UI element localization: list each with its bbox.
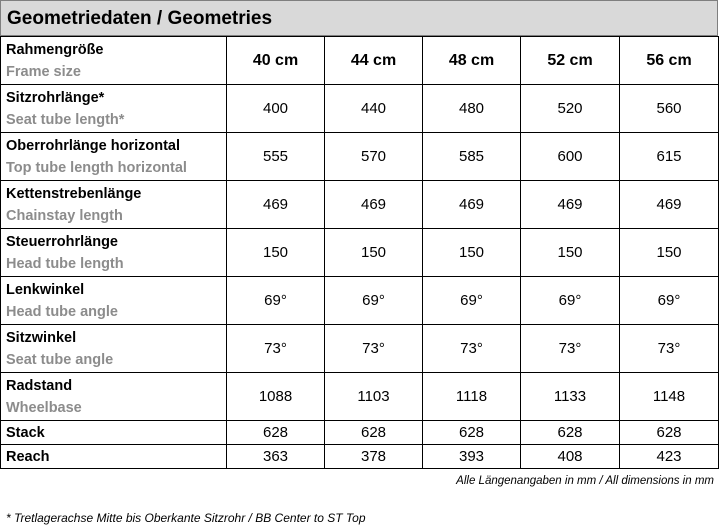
row-label-en: Seat tube length* bbox=[6, 111, 125, 128]
table-row bbox=[1, 325, 719, 373]
value-cell: 73° bbox=[423, 325, 521, 373]
value-cell: 1103 bbox=[325, 373, 423, 421]
value-cell: 378 bbox=[325, 445, 423, 469]
size-header: 40 cm bbox=[227, 37, 325, 85]
geometry-table bbox=[0, 36, 719, 469]
value-cell: 150 bbox=[521, 229, 620, 277]
value-cell: 69° bbox=[423, 277, 521, 325]
value-cell: 408 bbox=[521, 445, 620, 469]
size-header: 56 cm bbox=[620, 37, 719, 85]
seat-tube-footnote: * Tretlagerachse Mitte bis Oberkante Sitzrohr / BB Center to ST Top bbox=[6, 511, 366, 525]
row-label-de: Stack bbox=[6, 424, 45, 441]
value-cell: 150 bbox=[325, 229, 423, 277]
value-cell: 628 bbox=[325, 421, 423, 445]
row-label-en: Wheelbase bbox=[6, 399, 82, 416]
value-cell: 600 bbox=[521, 133, 620, 181]
table-row bbox=[1, 229, 719, 277]
size-header: 52 cm bbox=[521, 37, 620, 85]
value-cell: 628 bbox=[620, 421, 719, 445]
table-row bbox=[1, 277, 719, 325]
value-cell: 1133 bbox=[521, 373, 620, 421]
row-label bbox=[1, 181, 227, 229]
row-label-de: Oberrohrlänge horizontal bbox=[6, 137, 181, 154]
row-label-de: Steuerrohrlänge bbox=[6, 233, 118, 250]
value-cell: 440 bbox=[325, 85, 423, 133]
row-label-de: Kettenstrebenlänge bbox=[6, 185, 142, 202]
value-cell: 628 bbox=[423, 421, 521, 445]
table-title: Geometriedaten / Geometries bbox=[0, 0, 718, 36]
value-cell: 570 bbox=[325, 133, 423, 181]
row-label-de: Sitzwinkel bbox=[6, 329, 77, 346]
value-cell: 520 bbox=[521, 85, 620, 133]
table-row bbox=[1, 421, 719, 445]
value-cell: 585 bbox=[423, 133, 521, 181]
value-cell: 393 bbox=[423, 445, 521, 469]
value-cell: 150 bbox=[227, 229, 325, 277]
row-label bbox=[1, 133, 227, 181]
row-label bbox=[1, 421, 227, 445]
row-label-de: Sitzrohrlänge* bbox=[6, 89, 105, 106]
value-cell: 73° bbox=[521, 325, 620, 373]
value-cell: 628 bbox=[521, 421, 620, 445]
row-label bbox=[1, 325, 227, 373]
row-label-en: Head tube angle bbox=[6, 303, 118, 320]
value-cell: 1088 bbox=[227, 373, 325, 421]
value-cell: 1118 bbox=[423, 373, 521, 421]
value-cell: 1148 bbox=[620, 373, 719, 421]
table-row bbox=[1, 373, 719, 421]
row-label-en: Chainstay length bbox=[6, 207, 123, 224]
frame-size-label-en: Frame size bbox=[6, 63, 81, 80]
row-label-de: Reach bbox=[6, 448, 50, 465]
value-cell: 69° bbox=[521, 277, 620, 325]
value-cell: 628 bbox=[227, 421, 325, 445]
value-cell: 469 bbox=[521, 181, 620, 229]
value-cell: 73° bbox=[227, 325, 325, 373]
row-label bbox=[1, 85, 227, 133]
table-row bbox=[1, 181, 719, 229]
size-header: 48 cm bbox=[423, 37, 521, 85]
value-cell: 423 bbox=[620, 445, 719, 469]
value-cell: 69° bbox=[620, 277, 719, 325]
table-row bbox=[1, 445, 719, 469]
value-cell: 615 bbox=[620, 133, 719, 181]
frame-size-label-de: Rahmengröße bbox=[6, 41, 104, 58]
table-row bbox=[1, 133, 719, 181]
row-label-de: Lenkwinkel bbox=[6, 281, 85, 298]
size-header: 44 cm bbox=[325, 37, 423, 85]
row-label bbox=[1, 373, 227, 421]
units-note: Alle Längenangaben in mm / All dimensions in mm bbox=[456, 475, 714, 487]
value-cell: 69° bbox=[325, 277, 423, 325]
row-label bbox=[1, 229, 227, 277]
value-cell: 73° bbox=[620, 325, 719, 373]
row-label-de: Radstand bbox=[6, 377, 73, 394]
value-cell: 555 bbox=[227, 133, 325, 181]
value-cell: 69° bbox=[227, 277, 325, 325]
value-cell: 73° bbox=[325, 325, 423, 373]
row-label-en: Top tube length horizontal bbox=[6, 159, 187, 176]
value-cell: 469 bbox=[227, 181, 325, 229]
row-label-en: Head tube length bbox=[6, 255, 124, 272]
value-cell: 480 bbox=[423, 85, 521, 133]
value-cell: 469 bbox=[423, 181, 521, 229]
value-cell: 400 bbox=[227, 85, 325, 133]
row-label bbox=[1, 445, 227, 469]
value-cell: 469 bbox=[325, 181, 423, 229]
value-cell: 150 bbox=[620, 229, 719, 277]
row-label bbox=[1, 277, 227, 325]
value-cell: 560 bbox=[620, 85, 719, 133]
table-row bbox=[1, 85, 719, 133]
frame-size-label bbox=[1, 37, 227, 85]
row-label-en: Seat tube angle bbox=[6, 351, 114, 368]
value-cell: 469 bbox=[620, 181, 719, 229]
header-row bbox=[1, 37, 719, 85]
value-cell: 363 bbox=[227, 445, 325, 469]
value-cell: 150 bbox=[423, 229, 521, 277]
